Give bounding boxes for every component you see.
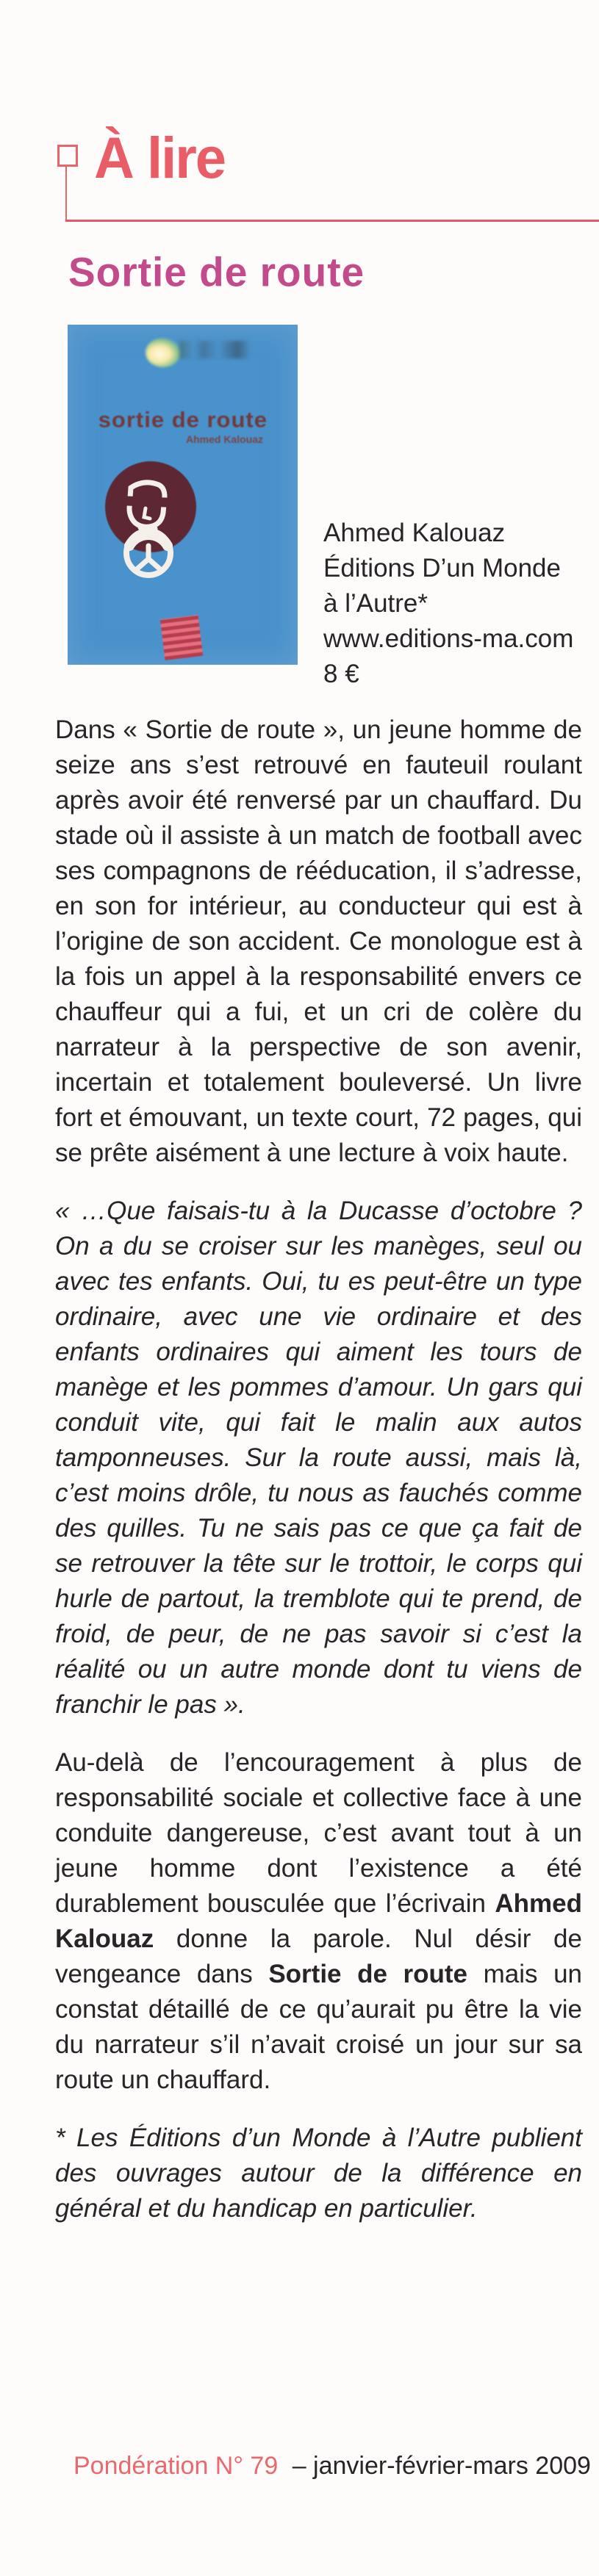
paragraph-quote: « …Que faisais-tu à la Ducasse d’octobre ? On a du se croiser sur les manèges, seul ou avec tes enfants. Oui, tu es peut-être un type ordinaire, avec une vie ordinaire et des enfants ordinaires qui aiment les tours de manège et les pommes d’amour. Un gars qui conduit vite, qui fait le malin aux autos tamponneuses. Sur la route aussi, mais là, c’est moins drôle, tu nous as fauchés comme des quilles. Tu ne sais pas ce que ça fait de se retrouver la tête sur le trottoir, le corps qui hurle de partout, la tremblote qui te prend, de froid, de peur, de ne pas savoir si c’est la réalité ou un autre monde dont tu viens de franchir le pas ». xyxy=(55,1197,582,1719)
header-horizontal-rule xyxy=(65,220,599,222)
article-body xyxy=(55,712,582,2249)
paragraph-normal: Au-delà de l’encouragement à plus de responsabilité sociale et collective face à une conduite dangereuse, c’est avant tout à un jeune homme dont l’existence a été durablement bousculée que l’écrivain Ahmed Kalouaz donne la parole. Nul désir de vengeance dans Sortie de route mais un constat détaillé de ce qu’aurait pu être la vie du narrateur s’il n’avait croisé un jour sur sa route un chauffard. xyxy=(55,1748,582,2094)
publisher-logo-text-blur xyxy=(179,341,260,358)
cover-book-author: Ahmed Kalouaz xyxy=(185,433,263,445)
driver-face-steering-wheel-illustration xyxy=(90,463,212,585)
book-info-line: Ahmed Kalouaz xyxy=(323,519,506,547)
library-sticker xyxy=(160,615,203,660)
book-info-line: à l’Autre* xyxy=(323,589,428,618)
footer-journal-issue: Pondération N° 79 xyxy=(73,2452,279,2480)
cover-book-title: sortie de route xyxy=(98,407,268,433)
book-info-line: www.editions-ma.com xyxy=(323,624,574,653)
page-footer xyxy=(73,2452,591,2481)
section-title: À lire xyxy=(94,126,226,191)
book-info-line: 8 € xyxy=(323,660,359,688)
publisher-logo-icon xyxy=(146,338,181,367)
book-info-block xyxy=(323,516,588,692)
book-cover-image xyxy=(68,325,298,665)
paragraph-normal: Dans « Sortie de route », un jeune homme de seize ans s’est retrouvé en fauteuil roulant après avoir été renversé par un chauffard. Du stade où il assiste à un match de football avec ses compagnons de rééducation, il s’adresse, en son for intérieur, au conducteur qui est à l’origine de son accident. Ce monologue est à la fois un appel à la responsabilité envers ce chauffeur qui a fui, et un cri de colère du narrateur à la perspective de son avenir, incertain et totalement bouleversé. Un livre fort et émouvant, un texte court, 72 pages, qui se prête aisément à une lecture à voix haute. xyxy=(55,715,582,1167)
footer-issue-date: – janvier-février-mars 2009 xyxy=(292,2452,591,2480)
book-info-line: Éditions D’un Monde xyxy=(323,554,561,582)
article-title: Sortie de route xyxy=(68,248,365,295)
header-square-decoration xyxy=(57,145,78,167)
paragraph-footnote: * Les Éditions d’un Monde à l’Autre publient des ouvrages autour de la différence en général et du handicap en particulier. xyxy=(55,2124,582,2223)
header-vertical-rule xyxy=(65,165,67,220)
